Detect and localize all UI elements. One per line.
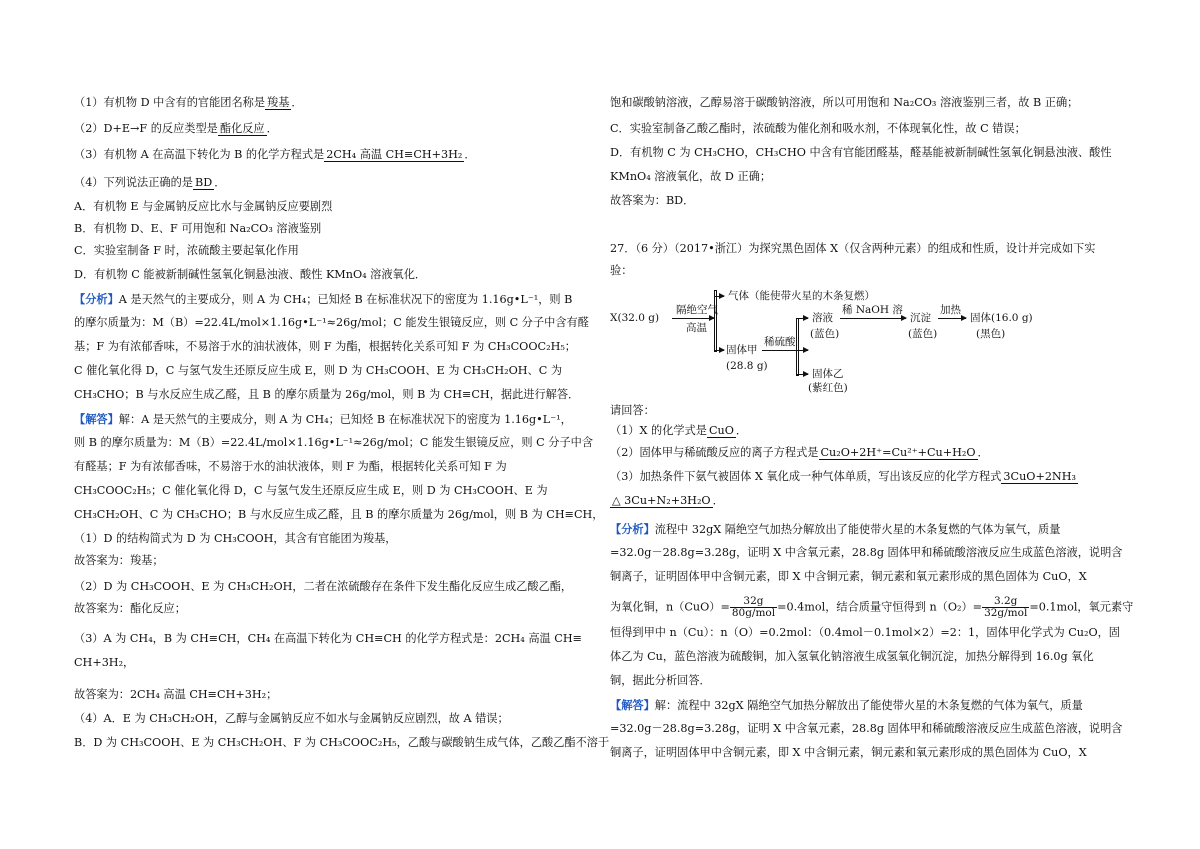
text-line xyxy=(610,446,989,460)
line-text: 则 B 的摩尔质量为：M（B）=22.4L/mol×1.16g•L⁻¹≈26g/mol；C 能发生银镜反应，则 C 分子中含 xyxy=(74,436,594,449)
line-text: CH₃CHO；B 与水反应生成乙醛，且 B 的摩尔质量为 26g/mol，则 B 为 CH≡CH，据此进行解答． xyxy=(74,388,580,401)
text-line xyxy=(610,698,1083,713)
line-text: KMnO₄ 溶液氧化，故 D 正确； xyxy=(610,170,772,183)
line-text: （3）加热条件下氨气被固体 X 氧化成一种气体单质，写出该反应的化学方程式 xyxy=(610,470,1002,483)
section-tag: 【解答】 xyxy=(74,412,119,426)
arrow-gas xyxy=(714,296,724,297)
text-line xyxy=(74,554,164,568)
text-line xyxy=(610,626,1120,640)
text-line xyxy=(74,412,572,427)
answer-blank: 羧基 xyxy=(267,96,290,109)
line-end: ． xyxy=(266,122,278,135)
text-line xyxy=(74,176,225,190)
line-text: 流程中 32gX 隔绝空气加热分解放出了能使带火星的木条复燃的气体为氧气，质量 xyxy=(654,523,1061,536)
line-text: A 是天然气的主要成分，则 A 为 CH₄；已知烃 B 在标准状况下的密度为 1.16g•L⁻¹，则 B xyxy=(118,293,573,306)
answer-blank: 3CuO+2NH₃ xyxy=(1003,470,1076,483)
line-text: =0.1mol，氧元素守 xyxy=(1029,600,1134,614)
line-end: ． xyxy=(735,424,748,437)
line-text: 解：流程中 32gX 隔绝空气加热分解放出了能使带火星的木条复燃的气体为氧气，质量 xyxy=(654,699,1083,712)
arrow-solution xyxy=(796,318,808,319)
text-line xyxy=(610,494,724,508)
text-line xyxy=(74,148,476,162)
arrow-heat xyxy=(672,318,714,319)
line-text: 故答案为：酯化反应； xyxy=(74,602,186,615)
line-text: B．D 为 CH₃COOH、E 为 CH₃CH₂OH、F 为 CH₃COOC₂H₅，乙酸与碳酸钠生成气体，乙酸乙酯不溶于 xyxy=(74,736,610,749)
fraction xyxy=(982,596,1029,619)
line-text: CH₃CH₂OH、C 为 CH₃CHO；B 与水反应生成乙醛，且 B 的摩尔质量为 26g/mol，则 B 为 CH≡CH， xyxy=(74,508,604,521)
diagram-solid-b-color: (紫红色) xyxy=(808,382,848,394)
diagram-solid-a-mass: (28.8 g) xyxy=(726,360,768,372)
answer-blank: 2CH₄ 高温 CH≡CH+3H₂ xyxy=(326,148,463,161)
text-line xyxy=(74,244,299,258)
line-text: =0.4mol，结合质量守恒得到 n（O₂）= xyxy=(777,600,983,614)
text-line xyxy=(610,424,747,438)
text-line xyxy=(74,292,572,307)
diagram-naoh: 稀 NaOH 溶 xyxy=(842,304,903,316)
line-text: 铜离子，证明固体甲中含铜元素，即 X 中含铜元素，铜元素和氧元素形成的黑色固体为 CuO，X xyxy=(610,570,1087,583)
text-line xyxy=(74,484,548,498)
text-line xyxy=(74,268,426,282)
line-text: 27．（6 分）（2017•浙江）为探究黑色固体 X（仅含两种元素）的组成和性质，设计并完成如下实 xyxy=(610,242,1096,255)
text-line xyxy=(610,242,1095,256)
text-line xyxy=(74,602,186,616)
line-end: ． xyxy=(464,148,476,161)
line-text: （4）下列说法正确的是 xyxy=(74,176,193,189)
text-line xyxy=(610,122,1026,136)
line-end: ． xyxy=(291,96,303,109)
line-end: ． xyxy=(712,494,724,507)
text-line xyxy=(74,532,397,546)
line-text: 恒得到甲中 n（Cu）：n（O）=0.2mol：（0.4mol－0.1mol×2）=2：1，固体甲化学式为 Cu₂O，固 xyxy=(610,626,1120,639)
line-text: （1）D 的结构简式为 D 为 CH₃COOH，其含有官能团为羧基， xyxy=(74,532,397,545)
fraction-denominator: 80g/mol xyxy=(731,607,776,619)
branch-line-2 xyxy=(796,318,799,376)
fraction-numerator: 32g xyxy=(730,596,777,608)
line-text: （2）D+E→F 的反应类型是 xyxy=(74,122,218,135)
diagram-cond1: 隔绝空气 xyxy=(676,304,718,316)
diagram-heat: 加热 xyxy=(940,304,961,316)
arrow-acid xyxy=(762,350,808,351)
text-line xyxy=(74,632,582,646)
text-line xyxy=(74,122,278,136)
text-line xyxy=(74,436,593,450)
line-text: 铜，据此分析回答． xyxy=(610,674,711,687)
line-end: ． xyxy=(977,446,989,459)
text-line xyxy=(74,712,509,726)
line-text: =32.0g－28.8g=3.28g，证明 X 中含氧元素，28.8g 固体甲和稀硫酸溶液反应生成蓝色溶液，说明含 xyxy=(610,546,1123,559)
line-text: 请回答： xyxy=(610,404,655,417)
line-text: （1）有机物 D 中含有的官能团名称是 xyxy=(74,96,266,109)
line-text: =32.0g－28.8g=3.28g，证明 X 中含氧元素，28.8g 固体甲和稀硫酸溶液反应生成蓝色溶液，说明含 xyxy=(610,722,1123,735)
diagram-precip: 沉淀 xyxy=(910,312,931,324)
diagram-acid: 稀硫酸 xyxy=(764,336,796,348)
line-text: 为氧化铜，n（CuO）= xyxy=(610,600,730,614)
section-tag: 【解答】 xyxy=(610,698,655,712)
text-line xyxy=(610,650,1094,664)
line-text: C．实验室制备乙酸乙酯时，浓硫酸为催化剂和吸水剂，不体现氧化性，故 C 错误； xyxy=(610,122,1026,135)
text-line xyxy=(74,688,277,702)
line-text: 故答案为：2CH₄ 高温 CH≡CH+3H₂； xyxy=(74,688,278,701)
text-line xyxy=(74,340,576,354)
line-text: 饱和碳酸钠溶液，乙醇易溶于碳酸钠溶液，所以可用饱和 Na₂CO₃ 溶液鉴别三者，故 B 正确； xyxy=(610,96,1079,109)
answer-blank: BD xyxy=(195,176,213,189)
text-line xyxy=(610,746,1087,760)
diagram-gas: 气体（能使带火星的木条复燃） xyxy=(728,290,875,302)
diagram-cond2: 高温 xyxy=(686,322,707,334)
line-text: （2）D 为 CH₃COOH、E 为 CH₃CH₂OH，二者在浓硫酸存在条件下发生酯化反应生成乙酸乙酯， xyxy=(74,580,573,593)
answer-blank: CuO xyxy=(708,424,734,437)
answer-blank: 酯化反应 xyxy=(219,122,265,135)
diagram-x: X(32.0 g) xyxy=(610,312,660,324)
text-line xyxy=(74,388,579,402)
text-line xyxy=(610,404,655,418)
line-text: 故答案为：羧基； xyxy=(74,554,164,567)
text-line xyxy=(74,508,603,522)
diagram-solution-color: (蓝色) xyxy=(810,328,840,340)
branch-line xyxy=(714,290,717,352)
line-text: B．有机物 D、E、F 可用饱和 Na₂CO₃ 溶液鉴别 xyxy=(74,222,322,235)
text-line xyxy=(610,546,1122,560)
diagram-solid-a: 固体甲 xyxy=(726,344,758,356)
arrow-heat-2 xyxy=(938,318,966,319)
text-line xyxy=(610,170,771,184)
line-text: 故答案为：BD． xyxy=(610,194,695,207)
text-line xyxy=(610,570,1087,584)
line-text: C．实验室制备 F 时，浓硫酸主要起氧化作用 xyxy=(74,244,299,257)
line-text: D．有机物 C 能被新制碱性氢氧化铜悬浊液、酸性 KMnO₄ 溶液氧化． xyxy=(74,268,427,281)
line-text: 有醛基；F 为有浓郁香味，不易溶于水的油状液体，则 F 为酯，根据转化关系可知 F 为 xyxy=(74,460,507,473)
line-text: 铜离子，证明固体甲中含铜元素，即 X 中含铜元素，铜元素和氧元素形成的黑色固体为 CuO，X xyxy=(610,746,1087,759)
text-line xyxy=(74,364,562,378)
arrow-solid-b xyxy=(796,374,808,375)
line-text: 解：A 是天然气的主要成分，则 A 为 CH₄；已知烃 B 在标准状况下的密度为 1.16g•L⁻¹， xyxy=(118,413,572,426)
text-line xyxy=(610,596,1133,619)
diagram-solution: 溶液 xyxy=(812,312,833,324)
line-text: A．有机物 E 与金属钠反应比水与金属钠反应要剧烈 xyxy=(74,200,333,213)
text-line xyxy=(74,656,134,670)
diagram-solid-end: 固体(16.0 g) xyxy=(970,312,1033,324)
text-line xyxy=(610,264,632,278)
fraction-denominator: 32g/mol xyxy=(984,607,1028,619)
text-line xyxy=(74,200,332,214)
line-text: 验： xyxy=(610,264,633,277)
line-text: D．有机物 C 为 CH₃CHO，CH₃CHO 中含有官能团醛基，醛基能被新制碱性氢氧化铜悬浊液、酸性 xyxy=(610,146,1112,159)
line-text: C 催化氧化得 D，C 与氢气发生还原反应生成 E，则 D 为 CH₃COOH、E 为 CH₃CH₂OH、C 为 xyxy=(74,364,563,377)
text-line xyxy=(610,722,1122,736)
text-line xyxy=(74,316,589,330)
line-text: （3）A 为 CH₄，B 为 CH≡CH，CH₄ 在高温下转化为 CH≡CH 的化学方程式是：2CH₄ 高温 CH≡ xyxy=(74,632,582,645)
diagram-precip-color: (蓝色) xyxy=(908,328,938,340)
line-text: （2）固体甲与稀硫酸反应的离子方程式是 xyxy=(610,446,819,459)
line-text: （4）A．E 为 CH₃CH₂OH，乙醇与金属钠反应不如水与金属钠反应剧烈，故 A 错误； xyxy=(74,712,509,725)
diagram-solid-end-color: (黑色) xyxy=(976,328,1006,340)
arrow-naoh xyxy=(840,318,906,319)
line-text: 体乙为 Cu，蓝色溶液为硫酸铜，加入氢氧化钠溶液生成氢氧化铜沉淀，加热分解得到 16.0g 氧化 xyxy=(610,650,1094,663)
text-line xyxy=(610,194,694,208)
text-line xyxy=(74,736,609,750)
diagram-solid-b: 固体乙 xyxy=(812,368,844,380)
section-tag: 【分析】 xyxy=(610,522,655,536)
experiment-flowchart xyxy=(610,284,1033,394)
line-text: 基；F 为有浓郁香味，不易溶于水的油状液体，则 F 为酯，根据转化关系可知 F 为 CH₃COOC₂H₅； xyxy=(74,340,576,353)
text-line xyxy=(74,460,507,474)
text-line xyxy=(610,146,1112,160)
text-line xyxy=(74,96,303,110)
answer-blank: △ 3Cu+N₂+3H₂O xyxy=(612,494,711,507)
section-tag: 【分析】 xyxy=(74,292,119,306)
line-text: CH+3H₂， xyxy=(74,656,135,669)
line-text: CH₃COOC₂H₅；C 催化氧化得 D，C 与氢气发生还原反应生成 E，则 D 为 CH₃COOH、E 为 xyxy=(74,484,548,497)
text-line xyxy=(74,580,572,594)
line-text: （3）有机物 A 在高温下转化为 B 的化学方程式是 xyxy=(74,148,325,161)
text-line xyxy=(610,674,711,688)
arrow-solid-a xyxy=(714,350,724,351)
line-text: （1）X 的化学式是 xyxy=(610,424,707,437)
answer-blank: Cu₂O+2H⁺=Cu²⁺+Cu+H₂O xyxy=(820,446,976,459)
text-line xyxy=(610,470,1078,484)
line-end: ． xyxy=(214,176,226,189)
fraction xyxy=(730,596,777,619)
fraction-numerator: 3.2g xyxy=(982,596,1029,608)
text-line xyxy=(610,96,1078,110)
line-text: 的摩尔质量为：M（B）=22.4L/mol×1.16g•L⁻¹≈26g/mol；C 能发生银镜反应，则 C 分子中含有醛 xyxy=(74,316,589,329)
text-line xyxy=(610,522,1060,537)
text-line xyxy=(74,222,321,236)
